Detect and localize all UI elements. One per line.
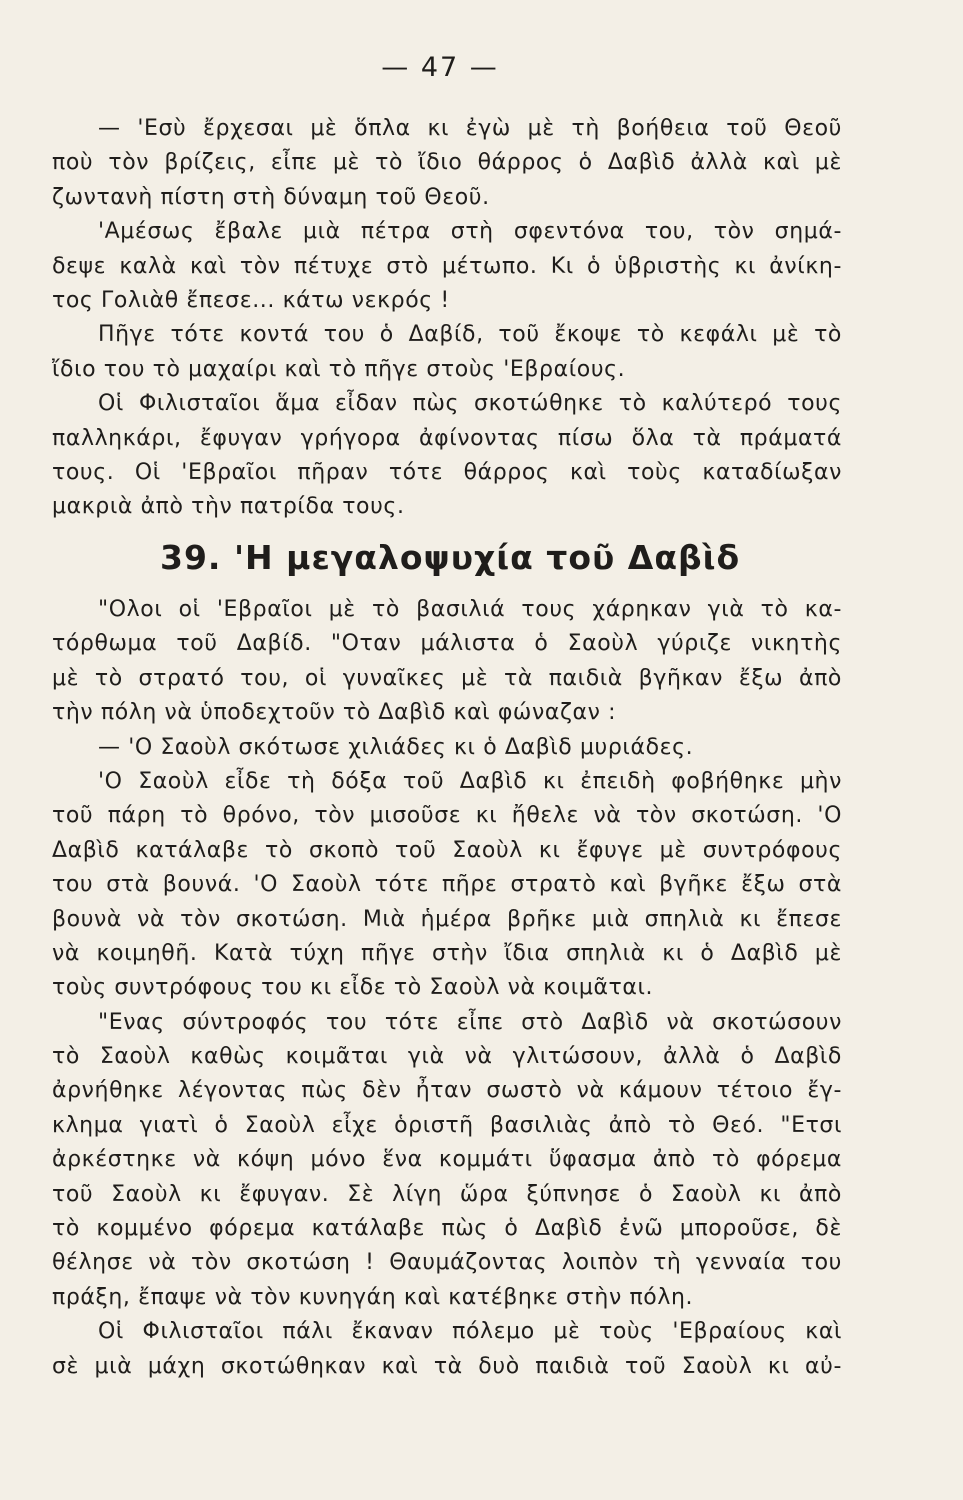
text-line: Οἱ Φιλισταῖοι πάλι ἔκαναν πόλεμο μὲ τοὺς 'Εβραίους καὶ	[98, 1319, 842, 1345]
text-line: κλημα γιατὶ ὁ Σαοὺλ εἶχε ὁριστῆ βασιλιὰς ἀπὸ τὸ Θεό. "Ετσι	[52, 1112, 842, 1138]
text-line: ἀρκέστηκε νὰ κόψη μόνο ἕνα κομμάτι ὕφασμα ἀπὸ τὸ φόρεμα	[52, 1147, 842, 1173]
text-line: τὸ Σαοὺλ καθὼς κοιμᾶται γιὰ νὰ γλιτώσουν, ἀλλὰ ὁ Δαβὶδ	[52, 1044, 842, 1070]
text-line: τοῦ Σαοὺλ κι ἔφυγαν. Σὲ λίγη ὥρα ξύπνησε ὁ Σαοὺλ κι ἀπὸ	[52, 1181, 842, 1207]
section-2-text	[52, 593, 842, 1384]
text-line: "Ολοι οἱ 'Εβραῖοι μὲ τὸ βασιλιά τους χάρηκαν γιὰ τὸ κα-	[98, 597, 842, 622]
text-line: ζωντανὴ πίστη στὴ δύναμη τοῦ Θεοῦ.	[52, 184, 490, 210]
text-line: τόρθωμα τοῦ Δαβίδ. "Οταν μάλιστα ὁ Σαοὺλ γύριζε νικητὴς	[52, 631, 842, 657]
page-number: — 47 —	[381, 52, 499, 83]
chapter-title: 39. 'Η μεγαλοψυχία τοῦ Δαβὶδ	[160, 538, 741, 577]
text-line: τος Γολιὰθ ἔπεσε... κάτω νεκρός !	[52, 287, 450, 313]
text-line: — 'Εσὺ ἔρχεσαι μὲ ὅπλα κι ἐγὼ μὲ τὴ βοήθεια τοῦ Θεοῦ	[98, 116, 842, 141]
text-line: Πῆγε τότε κοντά του ὁ Δαβίδ, τοῦ ἔκοψε τὸ κεφάλι μὲ τὸ	[98, 322, 842, 348]
text-line: 'Ο Σαοὺλ εἶδε τὴ δόξα τοῦ Δαβὶδ κι ἐπειδὴ φοβήθηκε μὴν	[98, 768, 842, 794]
text-line: τὸ κομμένο φόρεμα κατάλαβε πὼς ὁ Δαβὶδ ἐνῶ μποροῦσε, δὲ	[52, 1216, 842, 1242]
text-line: 'Αμέσως ἔβαλε μιὰ πέτρα στὴ σφεντόνα του, τὸν σημά-	[98, 219, 842, 245]
text-line: τοῦ πάρη τὸ θρόνο, τὸν μισοῦσε κι ἤθελε νὰ τὸν σκοτώση. 'Ο	[52, 803, 842, 829]
text-line: μακριὰ ἀπὸ τὴν πατρίδα τους.	[52, 494, 405, 520]
text-line: βουνὰ νὰ τὸν σκοτώση. Μιὰ ἡμέρα βρῆκε μιὰ σπηλιὰ κι ἔπεσε	[52, 906, 842, 932]
text-line: του στὰ βουνά. 'Ο Σαοὺλ τότε πῆρε στρατὸ καὶ βγῆκε ἔξω στὰ	[52, 872, 842, 898]
text-line: σὲ μιὰ μάχη σκοτώθηκαν καὶ τὰ δυὸ παιδιὰ τοῦ Σαοὺλ κι αὐ-	[52, 1353, 842, 1379]
text-line: παλληκάρι, ἔφυγαν γρήγορα ἀφίνοντας πίσω ὅλα τὰ πράματά	[52, 425, 842, 451]
text-line: πράξη, ἔπαψε νὰ τὸν κυνηγάη καὶ κατέβηκε στὴν πόλη.	[52, 1284, 694, 1310]
text-line: τους. Οἱ 'Εβραῖοι πῆραν τότε θάρρος καὶ τοὺς καταδίωξαν	[52, 459, 842, 485]
text-line: ἴδιο του τὸ μαχαίρι καὶ τὸ πῆγε στοὺς 'Εβραίους.	[52, 356, 626, 382]
text-line: — 'Ο Σαοὺλ σκότωσε χιλιάδες κι ὁ Δαβὶδ μυριάδες.	[98, 734, 694, 760]
text-line: ἀρνήθηκε λέγοντας πὼς δὲν ἦταν σωστὸ νὰ κάμουν τέτοιο ἔγ-	[52, 1078, 842, 1104]
text-line: δεψε καλὰ καὶ τὸν πέτυχε στὸ μέτωπο. Κι ὁ ὑβριστὴς κι ἀνίκη-	[52, 253, 842, 279]
text-line: τὴν πόλη νὰ ὑποδεχτοῦν τὸ Δαβὶδ καὶ φώναζαν :	[52, 700, 617, 726]
section-1-text	[52, 112, 842, 525]
text-line: ποὺ τὸν βρίζεις, εἶπε μὲ τὸ ἴδιο θάρρος ὁ Δαβὶδ ἀλλὰ καὶ μὲ	[52, 150, 842, 176]
text-line: τοὺς συντρόφους του κι εἶδε τὸ Σαοὺλ νὰ κοιμᾶται.	[52, 975, 654, 1001]
text-line: μὲ τὸ στρατό του, οἱ γυναῖκες μὲ τὰ παιδιὰ βγῆκαν ἔξω ἀπὸ	[52, 665, 842, 691]
text-line: "Ενας σύντροφός του τότε εἶπε στὸ Δαβὶδ νὰ σκοτώσουν	[98, 1009, 842, 1035]
text-line: Οἱ Φιλισταῖοι ἅμα εἶδαν πὼς σκοτώθηκε τὸ καλύτερό τους	[98, 391, 842, 417]
text-line: θέλησε νὰ τὸν σκοτώση ! Θαυμάζοντας λοιπὸν τὴ γενναία του	[52, 1250, 842, 1276]
text-line: νὰ κοιμηθῆ. Κατὰ τύχη πῆγε στὴν ἴδια σπηλιὰ κι ὁ Δαβὶδ μὲ	[52, 940, 842, 966]
text-line: Δαβὶδ κατάλαβε τὸ σκοπὸ τοῦ Σαοὺλ κι ἔφυγε μὲ συντρόφους	[52, 837, 842, 863]
